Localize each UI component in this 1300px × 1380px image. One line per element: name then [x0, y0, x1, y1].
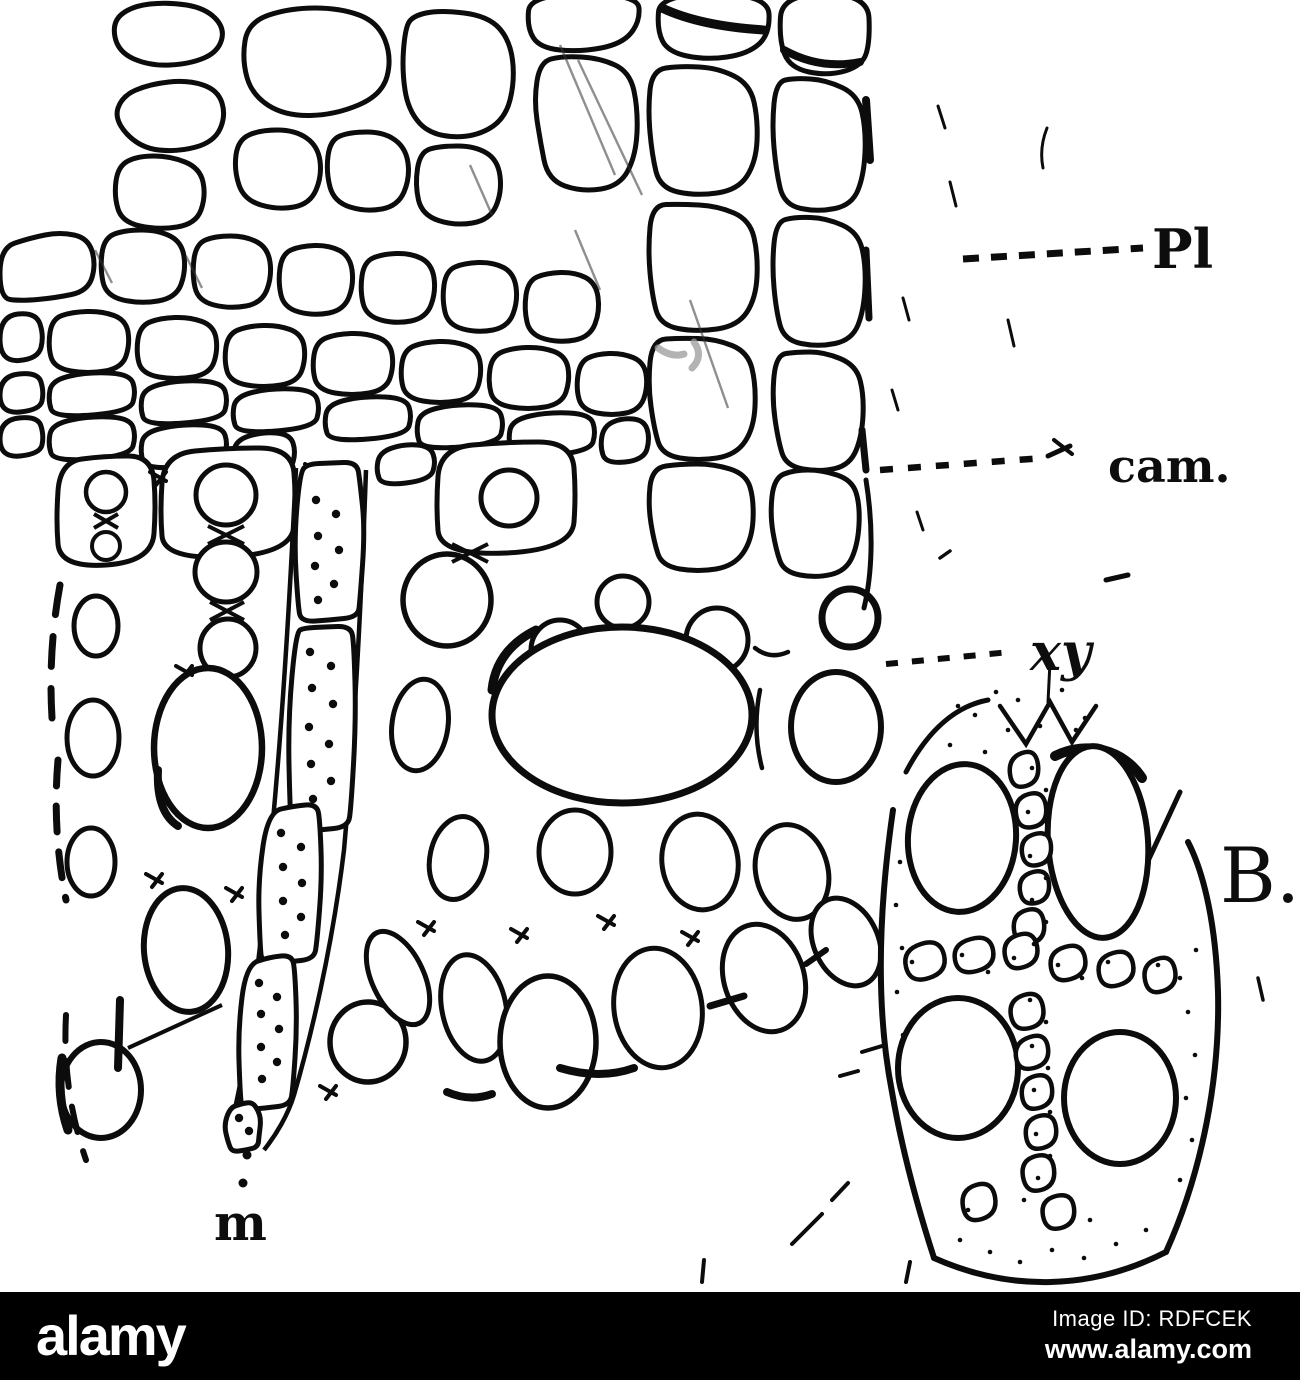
alamy-logo: alamy: [36, 1304, 185, 1367]
label-phloem: Pl: [1152, 217, 1214, 281]
fragment-b: [881, 662, 1218, 1282]
phloem-cambium-cells: [0, 0, 870, 576]
leader-lines: [880, 248, 1143, 664]
alamy-watermark-bar: [0, 1292, 1300, 1380]
label-figure-b: B.: [1220, 831, 1300, 920]
xylem-vessels: [51, 464, 894, 1160]
label-xylem: xy: [1030, 622, 1092, 683]
image-id: Image ID: RDFCEK: [1052, 1306, 1252, 1332]
label-medullary-ray: m: [214, 1193, 267, 1252]
alamy-url: www.alamy.com: [1044, 1333, 1252, 1364]
label-cambium: cam.: [1108, 439, 1231, 493]
image-meta: [1045, 1305, 1252, 1366]
